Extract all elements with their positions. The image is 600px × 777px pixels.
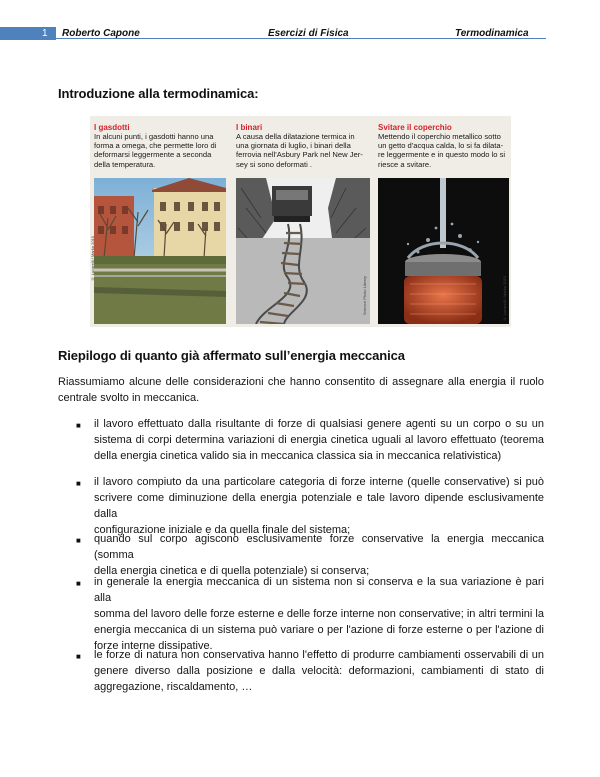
caption-line: In alcuni punti, i gasdotti hanno una — [94, 132, 214, 141]
caption-line: Mettendo il coperchio metallico sotto — [378, 132, 501, 141]
bullet-marker: ■ — [76, 536, 81, 545]
section-heading-intro: Introduzione alla termodinamica: — [58, 86, 259, 101]
page-header — [0, 27, 600, 41]
header-title: Esercizi di Fisica — [268, 28, 349, 39]
caption-line: una giornata di luglio, i binari della — [236, 141, 351, 151]
page-number: 1 — [42, 28, 48, 39]
bullet-marker: ■ — [76, 479, 81, 488]
caption-line: riesce a svitare. — [378, 159, 432, 169]
list-line: quando sul corpo agiscono esclusivamente forze conservative la energia meccanica (somma — [94, 533, 544, 561]
caption-line: della temperatura. — [94, 159, 156, 169]
list-line: il lavoro effettuato dalla risultante di forze di qualsiasi genere agenti su un corpo o su un — [94, 418, 544, 430]
bullet-marker: ■ — [76, 579, 81, 588]
figure-panel-binari — [232, 116, 372, 327]
panel-caption — [94, 132, 216, 169]
caption-line: forma a omega, che permette loro di — [94, 141, 217, 151]
photo-credit: Science Photo Library — [362, 276, 367, 316]
caption-line: re leggermente e in questo modo lo si — [378, 150, 506, 160]
list-line: scrivere come diminuzione della energia potenziale e tale lavoro dipende esclusivamente dalla — [94, 492, 544, 520]
intro-paragraph — [58, 374, 544, 406]
thermal-expansion-figure — [90, 116, 511, 327]
panel-title: I binari — [236, 123, 263, 132]
list-item — [94, 647, 544, 695]
list-item — [94, 416, 544, 464]
bullet-marker: ■ — [76, 652, 81, 661]
list-line: sistema di corpi determina variazioni di energia cinetica uguali al lavoro effettuato (teorema — [94, 434, 544, 446]
caption-line: deformarsi leggermente a seconda — [94, 150, 212, 160]
list-line: genere diverso dalla posizione e dalla velocità: deformazioni, cambiamenti di stato di — [94, 665, 544, 677]
caption-line: un getto d'acqua calda, lo si fa dilata- — [378, 141, 504, 151]
list-line: in generale la energia meccanica di un sistema non si conserva e la sua variazione è pari alla — [94, 576, 544, 604]
list-line: le forze di natura non conservativa hanno l'effetto di produrre cambiamenti osservabili di un — [94, 649, 544, 661]
list-item — [94, 474, 544, 538]
list-line: forze interne dissipative. — [94, 640, 213, 652]
panel-caption — [236, 132, 363, 169]
list-line: della energia cinetica valido sia in meccanica classica sia in meccanica relativistica) — [94, 450, 502, 462]
panel-caption — [378, 132, 505, 169]
buckled-rails-photo — [236, 178, 370, 324]
caption-line: sey si sono deformati . — [236, 159, 312, 169]
list-line: configurazione iniziale e da quella finale del sistema; — [94, 524, 351, 536]
jar-lid-photo — [378, 178, 509, 324]
section-heading-energy: Riepilogo di quanto già affermato sull’energia meccanica — [58, 348, 405, 363]
list-line: somma del lavoro delle forze esterne e delle forze interne non conservative; in altri termini la — [94, 608, 544, 620]
bullet-marker: ■ — [76, 421, 81, 430]
header-topic: Termodinamica — [455, 28, 529, 39]
header-author: Roberto Capone — [62, 28, 140, 39]
photo-credit: © Lucarelli / Marka 2015 — [502, 276, 507, 322]
list-item — [94, 574, 544, 654]
figure-panel-gasdotti — [90, 116, 230, 327]
panel-title: I gasdotti — [94, 123, 130, 132]
list-line: il lavoro compiuto da una particolare categoria di forze interne (quelle conservative) si può — [94, 476, 544, 488]
paragraph-line: Riassumiamo alcune delle considerazioni che hanno consentito di assegnare alla energia il ruolo — [58, 376, 544, 388]
list-line: della energia cinetica e di quella potenziale) si conserva; — [94, 565, 370, 577]
figure-panel-coperchio — [374, 116, 511, 327]
gas-pipeline-photo — [94, 178, 226, 324]
paragraph-line: centrale svolto in meccanica. — [58, 392, 200, 404]
photo-credit: © Lucarelli / Marka 2015 — [90, 236, 95, 282]
list-line: aggregazione, riscaldamento, … — [94, 681, 253, 693]
caption-line: A causa della dilatazione termica in — [236, 132, 355, 141]
list-line: energia meccanica di un sistema può variare o per l'azione di forze esterne o per l'azione di — [94, 624, 544, 636]
panel-title: Svitare il coperchio — [378, 123, 452, 132]
caption-line: ferrovia nell'Asbury Park nel New Jer- — [236, 150, 363, 160]
list-item — [94, 531, 544, 579]
